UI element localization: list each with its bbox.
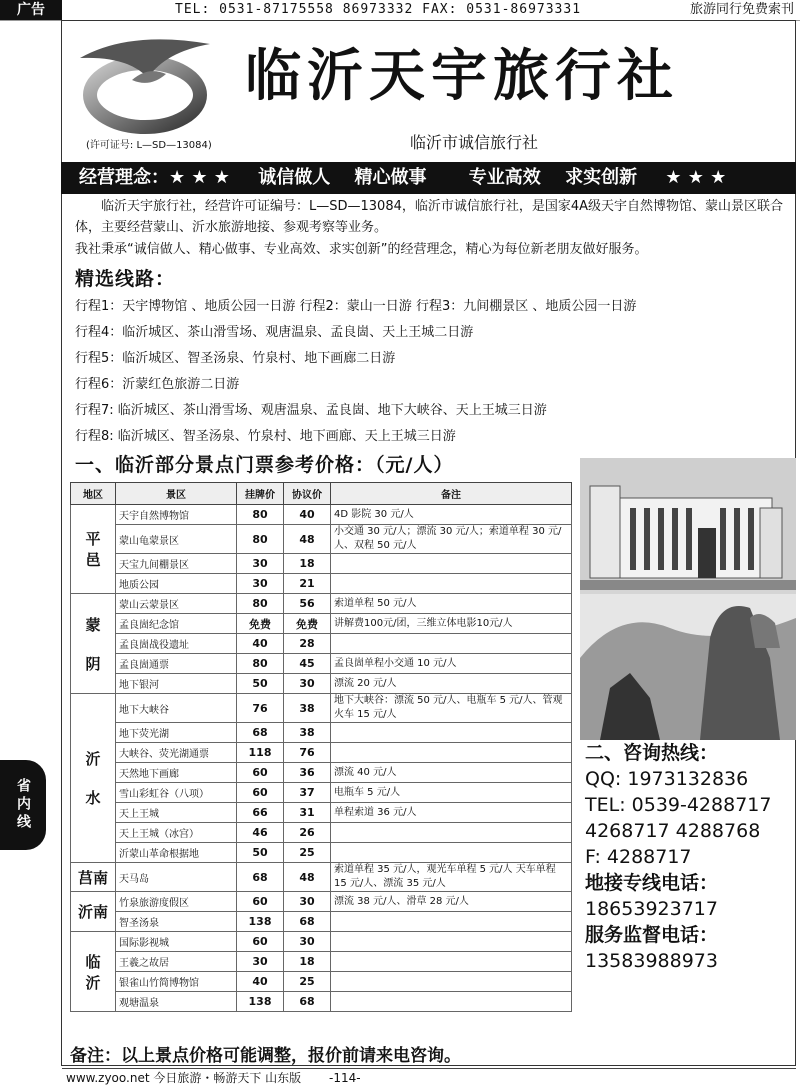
table-row	[71, 912, 572, 932]
page-number: -114-	[329, 1071, 361, 1085]
routes-heading: 精选线路：	[75, 268, 176, 290]
col-header: 景区	[116, 483, 237, 505]
agreed-price: 40	[284, 505, 331, 525]
region-cell: 平 邑	[71, 505, 116, 594]
scenic-name: 沂蒙山革命根据地	[116, 843, 237, 863]
intro-paragraph: 临沂天宇旅行社，经营许可证编号：L—SD—13084，临沂市诚信旅行社，是国家4A级天宇自然博物馆、蒙山景区联合体，主要经营蒙山、沂水旅游地接、参观考察等业务。	[75, 199, 784, 235]
list-price: 30	[237, 574, 284, 594]
scenic-name: 天上王城（冰宫）	[116, 823, 237, 843]
list-price: 80	[237, 525, 284, 554]
banner-label: 经营理念：★ ★ ★	[79, 167, 230, 188]
table-row	[71, 654, 572, 674]
route-item: 行程7: 临沂城区、茶山滑雪场、观唐温泉、孟良崮、地下大峡谷、天上王城三日游	[75, 403, 547, 418]
side-tab: 省内线	[0, 760, 46, 850]
agreed-price: 36	[284, 763, 331, 783]
table-row	[71, 634, 572, 654]
table-row	[71, 554, 572, 574]
scenic-name: 智圣汤泉	[116, 912, 237, 932]
footer-site: www.zyoo.net 今日旅游・畅游天下 山东版	[66, 1071, 302, 1085]
table-row	[71, 843, 572, 863]
table-row	[71, 823, 572, 843]
fax-number: F: 4288717	[585, 846, 692, 868]
sub-name: 临沂市诚信旅行社	[410, 133, 539, 152]
scenic-name: 王羲之故居	[116, 952, 237, 972]
remark-cell: 索道单程 35 元/人，观光车单程 5 元/人 天车单程 15 元/人、漂流 35 元/人	[331, 863, 572, 892]
remark-cell	[331, 932, 572, 952]
route-item: 行程4：临沂城区、茶山滑雪场、观唐温泉、孟良崮、天上王城二日游	[75, 325, 474, 340]
scenic-name: 天上王城	[116, 803, 237, 823]
table-row	[71, 743, 572, 763]
agreed-price: 38	[284, 694, 331, 723]
scenic-name: 地下荧光湖	[116, 723, 237, 743]
table-row	[71, 723, 572, 743]
agreed-price: 48	[284, 863, 331, 892]
agreed-price: 37	[284, 783, 331, 803]
agreed-price: 25	[284, 972, 331, 992]
agreed-price: 76	[284, 743, 331, 763]
scenic-name: 天宇自然博物馆	[116, 505, 237, 525]
agreed-price: 25	[284, 843, 331, 863]
agreed-price: 48	[284, 525, 331, 554]
remark-cell: 漂流 20 元/人	[331, 674, 572, 694]
index-label: 旅游同行免费索刊	[689, 2, 794, 17]
list-price: 46	[237, 823, 284, 843]
remark-cell	[331, 992, 572, 1012]
footer	[62, 1068, 796, 1086]
scenic-name: 天然地下画廊	[116, 763, 237, 783]
list-price: 66	[237, 803, 284, 823]
agreed-price: 31	[284, 803, 331, 823]
table-row	[71, 674, 572, 694]
scenic-name: 孟良崮通票	[116, 654, 237, 674]
banner-item: 求实创新	[565, 167, 638, 188]
table-row	[71, 763, 572, 783]
agreed-price: 26	[284, 823, 331, 843]
local-label: 地接专线电话：	[585, 872, 719, 894]
remark-cell	[331, 634, 572, 654]
table-row	[71, 505, 572, 525]
remark-cell: 单程索道 36 元/人	[331, 803, 572, 823]
scenic-name: 国际影视城	[116, 932, 237, 952]
table-row	[71, 803, 572, 823]
supervise-label: 服务监督电话：	[585, 924, 719, 946]
hotline-heading: 二、咨询热线：	[585, 742, 719, 764]
remark-cell: 孟良崮单程小交通 10 元/人	[331, 654, 572, 674]
license-number: (许可证号: L—SD—13084)	[86, 140, 212, 151]
remark-cell: 电瓶车 5 元/人	[331, 783, 572, 803]
list-price: 60	[237, 783, 284, 803]
list-price: 50	[237, 674, 284, 694]
remark-cell: 4D 影院 30 元/人	[331, 505, 572, 525]
list-price: 50	[237, 843, 284, 863]
banner-item: 专业高效	[468, 167, 541, 188]
agreed-price: 68	[284, 912, 331, 932]
remark-cell	[331, 723, 572, 743]
region-cell: 沂南	[71, 892, 116, 932]
list-price: 40	[237, 634, 284, 654]
region-cell: 临 沂	[71, 932, 116, 1012]
remark-cell	[331, 843, 572, 863]
scenic-name: 蒙山云蒙景区	[116, 594, 237, 614]
scenic-name: 雪山彩虹谷（八项）	[116, 783, 237, 803]
col-header: 挂牌价	[237, 483, 284, 505]
tel-number-2: 4268717 4288768	[585, 820, 761, 842]
route-item: 行程6：沂蒙红色旅游二日游	[75, 377, 240, 392]
agreed-price: 38	[284, 723, 331, 743]
region-cell: 沂 水	[71, 694, 116, 863]
scenic-name: 地下大峡谷	[116, 694, 237, 723]
remark-cell: 索道单程 50 元/人	[331, 594, 572, 614]
region-cell: 蒙 阴	[71, 594, 116, 694]
agreed-price: 45	[284, 654, 331, 674]
table-row	[71, 932, 572, 952]
contact-line: TEL: 0531-87175558 86973332 FAX: 0531-86973331	[175, 2, 582, 17]
table-row	[71, 783, 572, 803]
route-item: 行程5：临沂城区、智圣汤泉、竹泉村、地下画廊二日游	[75, 351, 396, 366]
table-row	[71, 892, 572, 912]
list-price: 80	[237, 594, 284, 614]
scenic-name: 大峡谷、荧光湖通票	[116, 743, 237, 763]
agreed-price: 18	[284, 952, 331, 972]
scenic-name: 孟良崮战役遗址	[116, 634, 237, 654]
remark-cell: 小交通 30 元/人；漂流 30 元/人；索道单程 30 元/人、双程 50 元/人	[331, 525, 572, 554]
route-item: 行程1：天宇博物馆 、地质公园一日游 行程2：蒙山一日游 行程3：九间棚景区 、地质公园一日游	[75, 299, 637, 314]
price-heading: 一、临沂部分景点门票参考价格：（元/人）	[75, 454, 454, 476]
scenic-name: 蒙山龟蒙景区	[116, 525, 237, 554]
banner-item: 精心做事	[354, 167, 427, 188]
philosophy-banner	[61, 162, 796, 194]
scenic-name: 地下银河	[116, 674, 237, 694]
list-price: 60	[237, 932, 284, 952]
table-header-row	[71, 483, 572, 505]
list-price: 76	[237, 694, 284, 723]
remark: 备注：以上景点价格可能调整，报价前请来电咨询。	[70, 1046, 461, 1066]
scenic-name: 银雀山竹简博物馆	[116, 972, 237, 992]
scenic-name: 天马岛	[116, 863, 237, 892]
agreed-price: 30	[284, 674, 331, 694]
col-header: 备注	[331, 483, 572, 505]
remark-cell	[331, 823, 572, 843]
agreed-price: 68	[284, 992, 331, 1012]
list-price: 138	[237, 992, 284, 1012]
table-row	[71, 694, 572, 723]
list-price: 68	[237, 723, 284, 743]
route-item: 行程8: 临沂城区、智圣汤泉、竹泉村、地下画廊、天上王城三日游	[75, 429, 456, 444]
remark-cell	[331, 554, 572, 574]
list-price: 118	[237, 743, 284, 763]
list-price: 40	[237, 972, 284, 992]
banner-item: 诚信做人	[258, 167, 331, 188]
local-number: 18653923717	[585, 898, 718, 920]
list-price: 138	[237, 912, 284, 932]
agreed-price: 免费	[284, 614, 331, 634]
scenic-name: 天宝九间棚景区	[116, 554, 237, 574]
intro-paragraph: 我社秉承“诚信做人、精心做事、专业高效、求实创新”的经营理念，精心为每位新老朋友做好服务。	[75, 242, 648, 257]
remark-cell	[331, 743, 572, 763]
table-row	[71, 594, 572, 614]
table-row	[71, 992, 572, 1012]
agreed-price: 28	[284, 634, 331, 654]
hotline-block	[585, 740, 771, 974]
price-table	[70, 482, 572, 1012]
scenic-name: 地质公园	[116, 574, 237, 594]
photo-panel	[580, 458, 796, 740]
ad-tag: 广告	[0, 0, 62, 20]
remark-cell: 地下大峡谷：漂流 50 元/人、电瓶车 5 元/人、管观火车 15 元/人	[331, 694, 572, 723]
table-row	[71, 574, 572, 594]
list-price: 60	[237, 763, 284, 783]
list-price: 30	[237, 554, 284, 574]
remark-cell: 讲解费100元/团，三维立体电影10元/人	[331, 614, 572, 634]
list-price: 60	[237, 892, 284, 912]
col-header: 协议价	[284, 483, 331, 505]
list-price: 80	[237, 654, 284, 674]
list-price: 80	[237, 505, 284, 525]
table-row	[71, 972, 572, 992]
table-row	[71, 863, 572, 892]
bird-logo-icon	[70, 30, 220, 138]
table-row	[71, 952, 572, 972]
page-title: 临沂天宇旅行社	[245, 44, 679, 109]
agreed-price: 56	[284, 594, 331, 614]
remark-cell	[331, 912, 572, 932]
remark-cell: 漂流 38 元/人、滑草 28 元/人	[331, 892, 572, 912]
remark-cell	[331, 972, 572, 992]
scenic-name: 观塘温泉	[116, 992, 237, 1012]
scenic-name: 竹泉旅游度假区	[116, 892, 237, 912]
scenic-name: 孟良崮纪念馆	[116, 614, 237, 634]
remark-cell: 漂流 40 元/人	[331, 763, 572, 783]
table-row	[71, 525, 572, 554]
qq-number: QQ: 1973132836	[585, 768, 749, 790]
table-row	[71, 614, 572, 634]
list-price: 68	[237, 863, 284, 892]
supervise-number: 13583988973	[585, 950, 718, 972]
list-price: 免费	[237, 614, 284, 634]
tel-number: TEL: 0539-4288717	[585, 794, 772, 816]
remark-cell	[331, 952, 572, 972]
agreed-price: 21	[284, 574, 331, 594]
agreed-price: 30	[284, 932, 331, 952]
banner-stars: ★ ★ ★	[665, 167, 727, 188]
remark-cell	[331, 574, 572, 594]
agreed-price: 30	[284, 892, 331, 912]
list-price: 30	[237, 952, 284, 972]
region-cell: 莒南	[71, 863, 116, 892]
col-header: 地区	[71, 483, 116, 505]
agreed-price: 18	[284, 554, 331, 574]
